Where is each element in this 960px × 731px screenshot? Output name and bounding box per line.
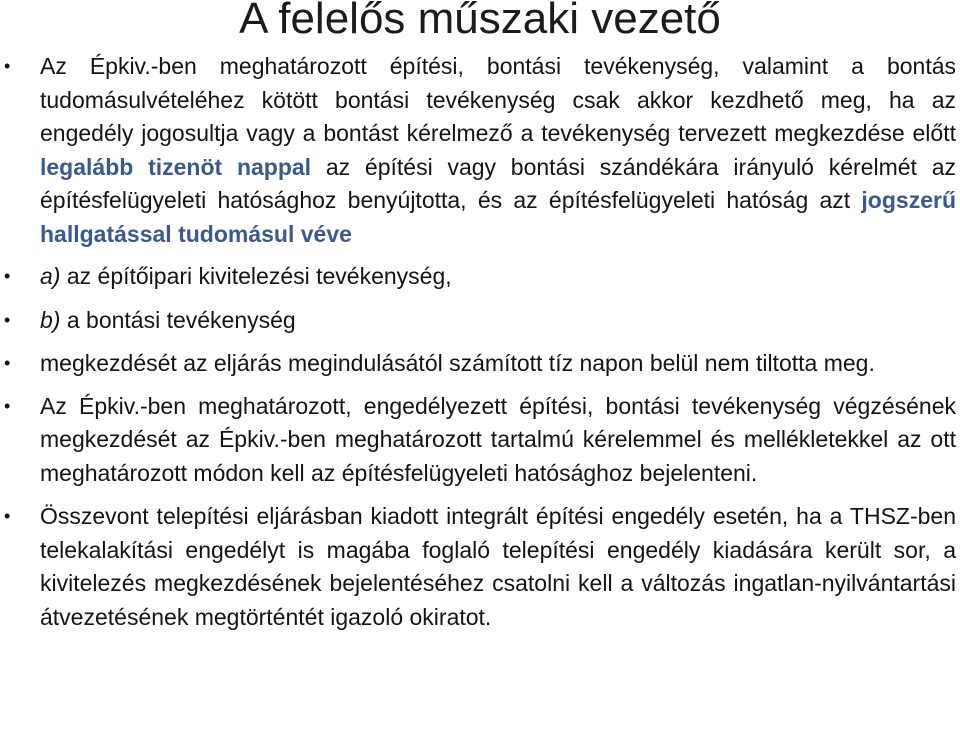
- bullet-text: az építőipari kivitelezési tevékenység,: [60, 263, 452, 289]
- bullet-icon: •: [4, 266, 11, 286]
- bullet-text: az építési vagy bontási szándékára irányuló kérelmét az építésfelügyeleti hatósághoz benyújtotta, és az építésfelügyeleti hatóság azt: [40, 153, 956, 213]
- bullet-item-tiltas: [0, 347, 960, 381]
- bullet-icon: •: [4, 309, 11, 330]
- bullet-item-kezdes-feltetel: [0, 50, 960, 251]
- bullet-text: Összevont telepítési eljárásban kiadott integrált építési engedély esetén, ha a THSZ-ben telekalakítási engedélyt is magába foglaló telepítési engedély kiadására került sor, a kivitelezés megkezdésének bejelentéséhez csatolni kell a változás ingatlan-nyilvántartási átvezetésének megtörténtét igazoló okiratot.: [40, 503, 956, 630]
- highlight-text: jogszerű hallgatással tudomásul véve: [40, 187, 956, 247]
- bullet-item-osszevont: [0, 500, 960, 634]
- bullet-text: a bontási tevékenység: [60, 306, 296, 333]
- bullet-text: Az Épkiv.-ben meghatározott, engedélyezett építési, bontási tevékenység végzésének megkezdését az Épkiv.-ben meghatározott tartalmú kérelemmel és mellékletekkel az ott meghatározott módon kell az építésfelügyeleti hatósághoz bejelenteni.: [40, 392, 956, 486]
- bullet-item-b: [0, 304, 960, 338]
- bullet-list: [0, 50, 960, 634]
- bullet-icon: •: [4, 56, 11, 76]
- bullet-item-a: [0, 260, 960, 294]
- item-label: b): [40, 306, 61, 333]
- bullet-icon: •: [4, 395, 11, 416]
- slide-title: A felelős műszaki vezető: [239, 0, 721, 43]
- bullet-icon: •: [4, 506, 11, 526]
- item-label: a): [40, 263, 61, 289]
- bullet-icon: •: [4, 353, 11, 373]
- highlight-text: legalább tizenöt nappal: [40, 153, 312, 180]
- bullet-text: megkezdését az eljárás megindulásától számított tíz napon belül nem tiltotta meg.: [40, 350, 875, 376]
- bullet-item-bejelentes: [0, 390, 960, 491]
- bullet-text: Az Épkiv.-ben meghatározott építési, bontási tevékenység, valamint a bontás tudomásulvételéhez kötött bontási tevékenység csak akkor kezdhető meg, ha az engedély jogosultja vagy a bontást kérelmező a tevékenység tervezett megkezdése előtt: [40, 53, 956, 146]
